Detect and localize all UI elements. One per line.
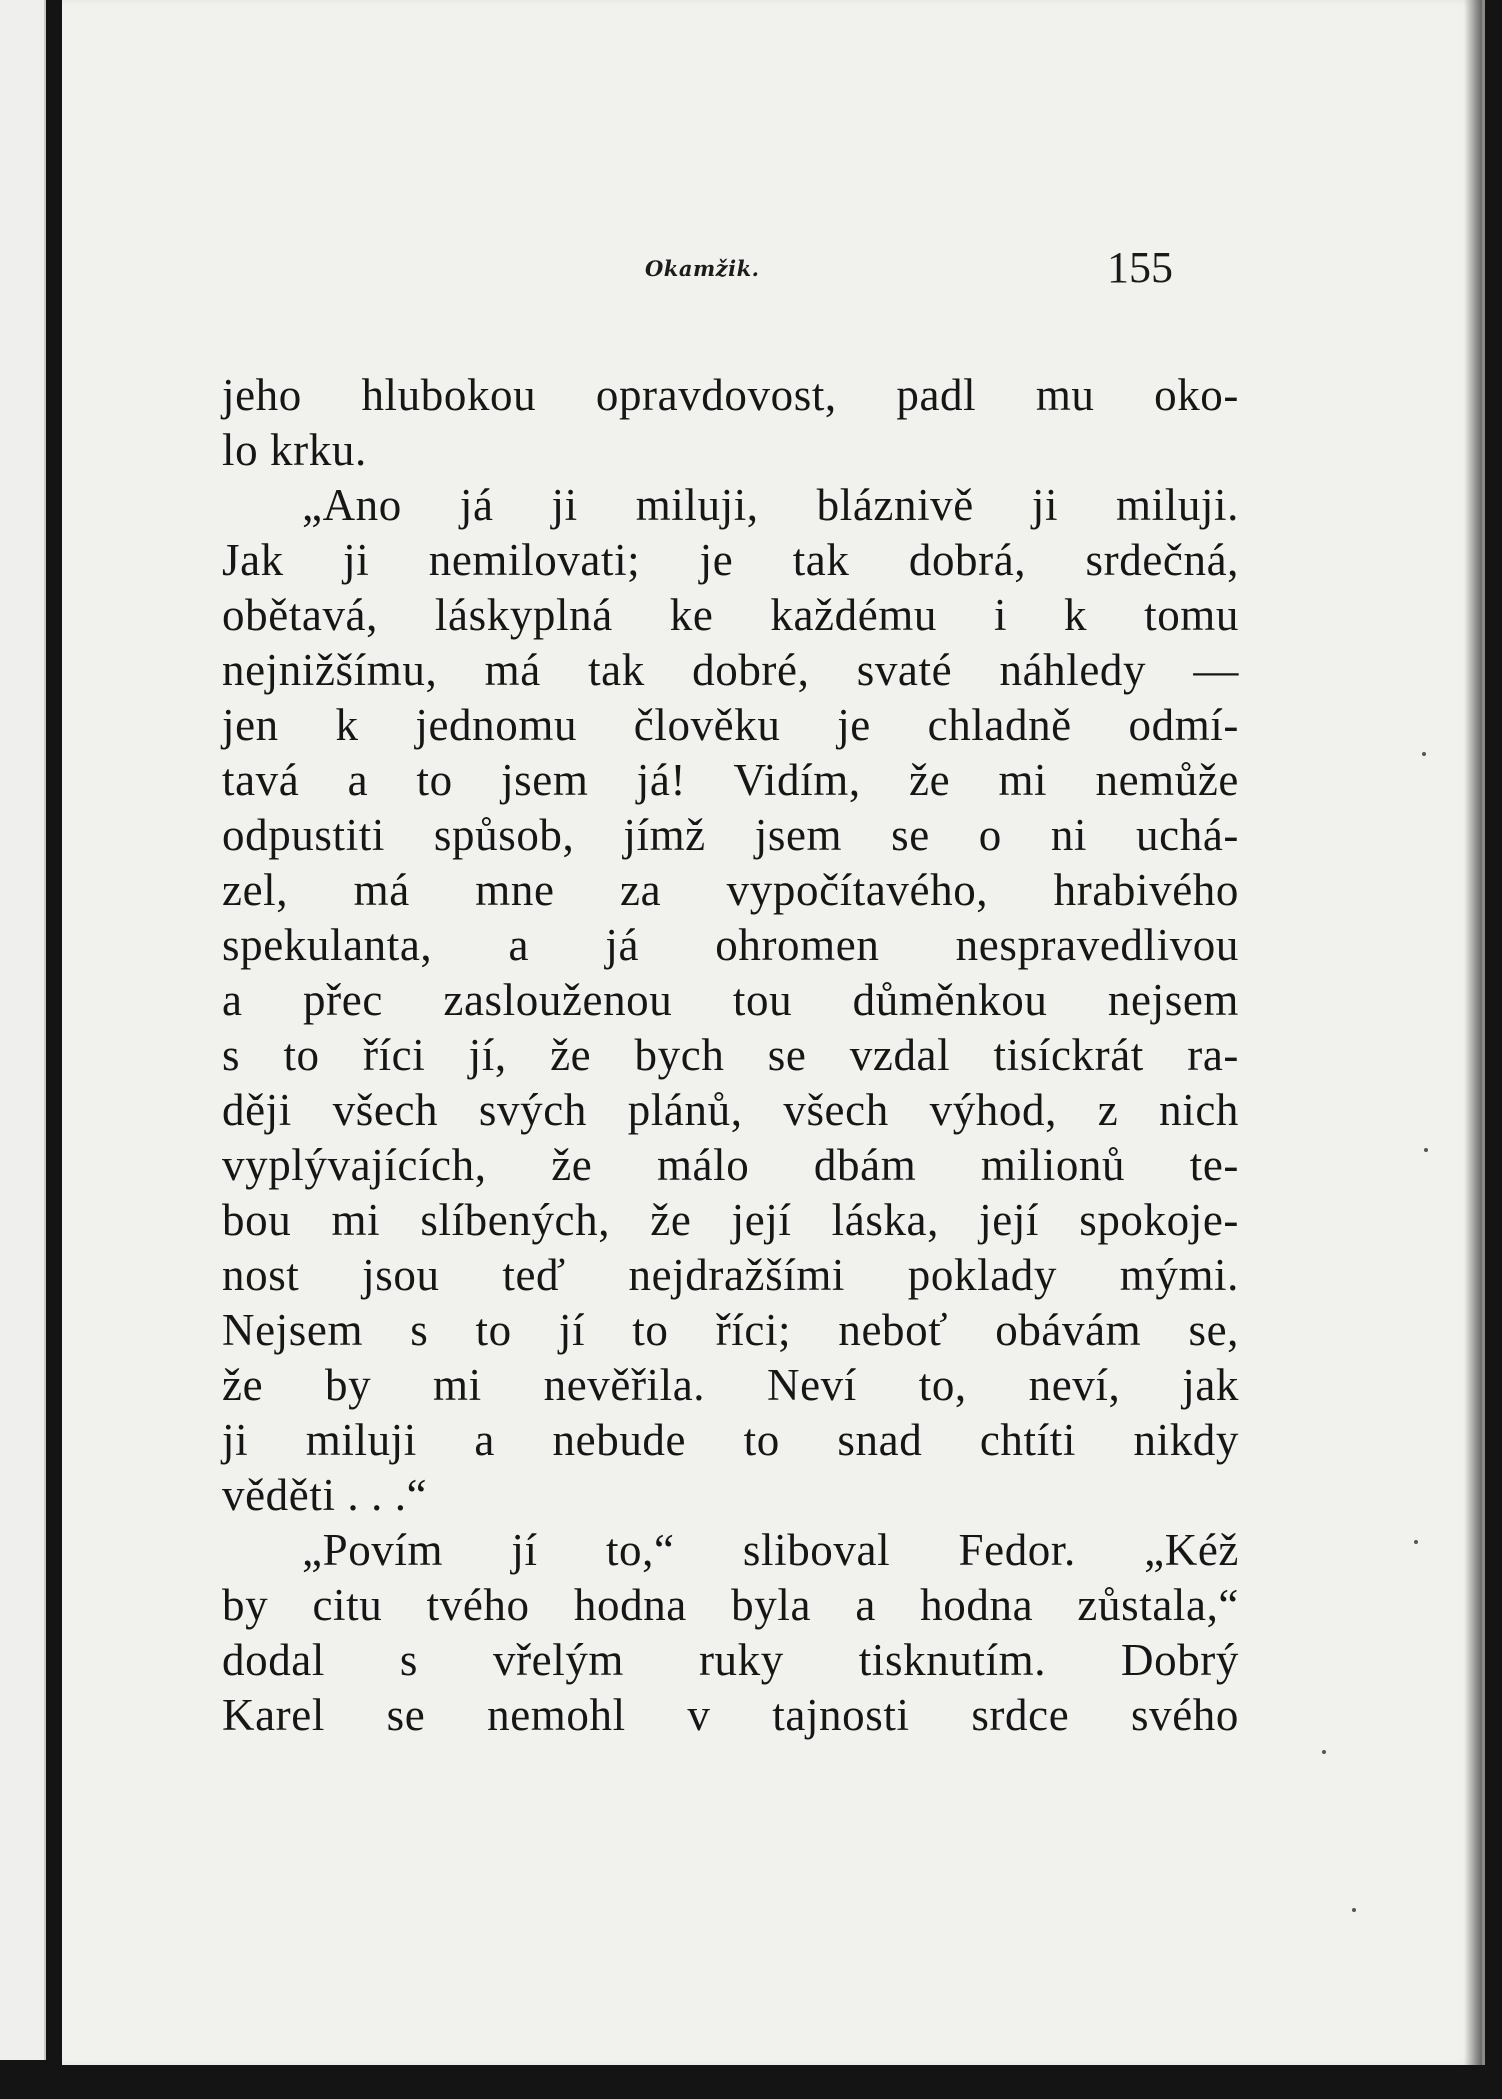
text-line: nost jsou teď nejdražšími poklady mými. xyxy=(222,1250,1239,1300)
body-text xyxy=(222,368,1239,1743)
scan-speck xyxy=(1424,1148,1428,1152)
text-line: Jak ji nemilovati; je tak dobrá, srdečná, xyxy=(222,535,1239,585)
text-line: věděti . . .“ xyxy=(222,1470,428,1520)
page-binding-shadow xyxy=(1464,0,1482,2065)
page-number: 155 xyxy=(1107,243,1173,292)
scan-speck xyxy=(1322,1750,1326,1754)
text-line: obětavá, láskyplná ke každému i k tomu xyxy=(222,590,1239,640)
book-page xyxy=(62,0,1485,2065)
text-line: „Ano já ji miluji, bláznivě ji miluji. xyxy=(302,480,1239,530)
text-line: nejnižšímu, má tak dobré, svaté náhledy — xyxy=(222,645,1239,695)
text-line: lo krku. xyxy=(222,425,367,475)
scan-speck xyxy=(1414,1540,1418,1544)
scan-speck xyxy=(1352,1908,1356,1912)
text-line: „Povím jí to,“ sliboval Fedor. „Kéž xyxy=(302,1525,1239,1575)
text-line: tavá a to jsem já! Vidím, že mi nemůže xyxy=(222,755,1239,805)
text-line: odpustiti spůsob, jímž jsem se o ni uchá- xyxy=(222,810,1239,860)
text-line: jen k jednomu člověku je chladně odmí- xyxy=(222,700,1239,750)
text-line: dodal s vřelým ruky tisknutím. Dobrý xyxy=(222,1635,1239,1685)
text-line: Karel se nemohl v tajnosti srdce svého xyxy=(222,1690,1239,1740)
text-line: ji miluji a nebude to snad chtíti nikdy xyxy=(222,1415,1239,1465)
text-line: zel, má mne za vypočítavého, hrabivého xyxy=(222,865,1239,915)
text-line: jeho hlubokou opravdovost, padl mu oko- xyxy=(222,370,1239,420)
text-line: spekulanta, a já ohromen nespravedlivou xyxy=(222,920,1239,970)
scan-speck xyxy=(1422,752,1426,756)
text-line: bou mi slíbených, že její láska, její spokoje- xyxy=(222,1195,1239,1245)
facing-page-edge xyxy=(0,0,46,2060)
text-line: Nejsem s to jí to říci; neboť obávám se, xyxy=(222,1305,1239,1355)
text-line: by citu tvého hodna byla a hodna zůstala,“ xyxy=(222,1580,1239,1630)
text-line: vyplývajících, že málo dbám milionů te- xyxy=(222,1140,1239,1190)
text-line: že by mi nevěřila. Neví to, neví, jak xyxy=(222,1360,1239,1410)
text-line: s to říci jí, že bych se vzdal tisíckrát ra- xyxy=(222,1030,1239,1080)
page-header xyxy=(62,240,1482,300)
text-line: ději všech svých plánů, všech výhod, z nich xyxy=(222,1085,1239,1135)
running-head: Okamžik. xyxy=(645,256,760,281)
text-line: a přec zaslouženou tou důměnkou nejsem xyxy=(222,975,1239,1025)
